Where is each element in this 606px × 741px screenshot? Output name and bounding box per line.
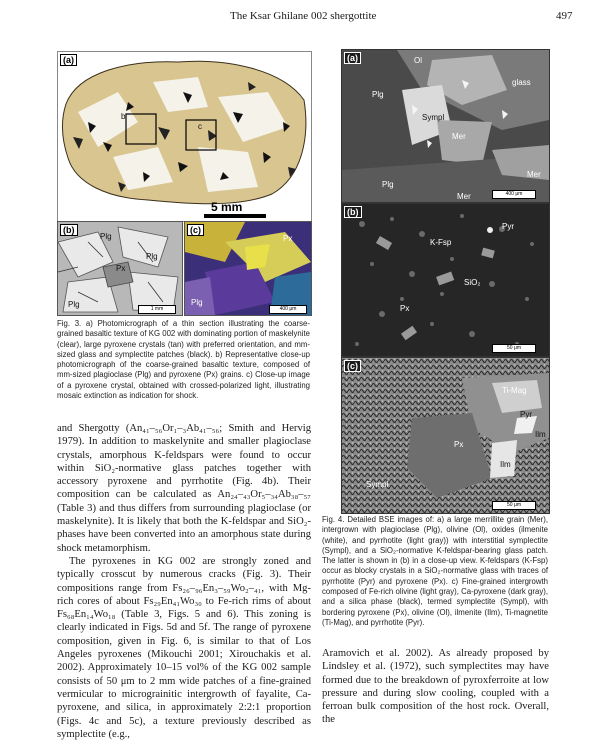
scale-label-4c: 50 μm [492, 501, 536, 510]
label-pyr-b: Pyr [502, 222, 514, 231]
figure-3-caption: Fig. 3. a) Photomicrograph of a thin section illustrating the coarse-grained basaltic texture of KG 002 with dominating portion of maskelynite (clear), large pyroxene crystals (tan) with preferred orientation, and mm-sized glass and symplectite patches (black). b) Representative close-up photomicrograph of the coarse-grained basaltic texture, composed of mm-sized plagioclase (Plg) and pyroxene (Px) grains. c) Close-up image of a pyroxene crystal, obtained with crossed-polarized light, illustrating mosaic extinction as indication for shock. [57, 319, 310, 401]
label-ol: Ol [414, 56, 422, 65]
label-plg-1: Plg [100, 232, 112, 241]
figure-4 [341, 49, 548, 513]
panel-letter-3b: (b) [60, 224, 78, 236]
left-column-text [57, 422, 311, 741]
thin-section-image [58, 52, 311, 221]
label-px-c4: Px [454, 440, 464, 449]
paragraph: Aramovich et al. 2002). As already proposed by Lindsley et al. (1972), such symplectites may have formed due to the breakdown of pyroxferroite at low pressure and during slow cooling, coupled with a ferroan bulk composition of the host rock. Overall, the [322, 648, 549, 726]
bse-image-a [342, 50, 549, 202]
scale-label-3b: 1 mm [138, 305, 176, 314]
label-mer-1: Mer [452, 132, 466, 141]
running-title: The Ksar Ghilane 002 shergottite [230, 10, 377, 22]
label-plg-a2: Plg [382, 180, 394, 189]
panel-letter-3c: (c) [187, 224, 204, 236]
paragraph: and Shergotty (An₄₁–₅₆Or₁–₃Ab₄₁–₅₆; Smith and Hervig 1979). In addition to maskelynite and smaller plagioclase crystals, amorphous K-feldspars were found to occur within SiO₂-normative glass patches together with accessory pyroxene and pyrrhotite (Fig. 4b). Their composition can be calculated as An₂₄–₄₃Or₅–₃₄Ab₃₈–₅₇ (Table 3) and thus differs from surrounding plagioclase (or maskelynite). It is likely that both the K-feldspar and SiO₂-phases have been converted into an amorphous state during shock metamorphism. [57, 423, 311, 554]
scale-label-3c: 400 μm [269, 305, 307, 314]
label-px-c: Px [283, 234, 293, 243]
paragraph: The pyroxenes in KG 002 are strongly zoned and typically crosscut by numerous cracks (Fig. 3). Their compositions range from Fs₂₆–₉₆En₃–₅₉Wo₂–₄₁, with Mg-rich cores of about Fs₂₉En₄₁Wo₃₀ to Fe-rich rims of about Fs₆₈En₁₄Wo₁₈ (Table 3, Figs. 5 and 6). This zoning is clearly indicated in Figs. 5d and 5f. The range of pyroxene composition, given in Fig. 6, is similar to that of Los Angeles pyroxenes (Mikouchi 2001; Xirouchakis et al. 2002). Approximately 10–15 vol% of the KG 002 sample consists of 50 μm to 2 mm wide patches of a fine-grained vermicular to micrograinitic intergrowth of fayalite, Ca-pyroxene, and silica, in approximately 2:2:1 proportion (Figs. 4c and 5c), a texture previously described as symplectite (e.g., [57, 555, 311, 740]
inset-label-b: b [121, 112, 126, 121]
label-plg-3: Plg [68, 300, 80, 309]
label-glass: glass [512, 78, 531, 87]
label-ti-mag: Ti-Mag [502, 386, 527, 395]
figure-3b-photomicrograph [57, 221, 183, 316]
label-ilm-1: Ilm [535, 430, 546, 439]
label-mer-3: Mer [527, 170, 541, 179]
label-pyr-c: Pyr [520, 410, 532, 419]
figure-4a-bse [341, 49, 550, 203]
label-mer-2: Mer [457, 192, 471, 201]
bse-image-c [342, 358, 549, 513]
figure-3a-thin-section [57, 51, 312, 222]
figure-4c-bse [341, 357, 550, 514]
figure-3 [57, 51, 310, 315]
label-ilm-2: Ilm [500, 460, 511, 469]
label-px-b: Px [400, 304, 410, 313]
scale-label-4b: 50 μm [492, 344, 536, 353]
label-sio2: SiO₂ [464, 278, 481, 287]
right-column-text [322, 647, 549, 727]
figure-3c-crossed-polarized [184, 221, 312, 316]
inset-label-c: c [198, 122, 202, 131]
label-kfsp: K-Fsp [430, 238, 452, 247]
label-sympl-c: Sympl [366, 480, 389, 489]
scale-label-3a: 5 mm [211, 200, 243, 214]
scale-bar-3a [204, 214, 266, 218]
label-plg-c: Plg [191, 298, 203, 307]
running-header [0, 10, 606, 26]
scale-label-4a: 400 μm [492, 190, 536, 199]
label-px: Px [116, 264, 126, 273]
bse-image-b [342, 204, 549, 356]
figure-4b-bse [341, 203, 550, 357]
panel-letter-4c: (c) [344, 360, 361, 372]
figure-4-caption: Fig. 4. Detailed BSE images of: a) a large merrillite grain (Mer), intergrown with plagioclase (Plg), olivine (Ol), oxides (ilmenite (white), and pyrrhotite (light gray)) with interstitial symplectite (Sympl), and a SiO₂-normative K-feldspar-bearing glass patch. The latter is shown in (b) in a close-up view. K-feldspars (K-Fsp) occur as blocky crystals in a SiO₂-normative glass with traces of pyrrhotite (Pyr) and pyroxene (Px). c) Fine-grained intergrowth composed of Fe-rich olivine (light gray), Ca-pyroxene (dark gray), and a silica phase (black), termed symplectite (Sympl), with bordering pyroxene (Px), olivine (Ol), ilmenite (Ilm), Ti-magnetite (Ti-Mag), and pyrrhotite (Pyr). [322, 515, 548, 627]
label-plg-a1: Plg [372, 90, 384, 99]
panel-letter-4b: (b) [344, 206, 362, 218]
panel-letter-4a: (a) [344, 52, 361, 64]
panel-letter-3a: (a) [60, 54, 77, 66]
label-plg-2: Plg [146, 252, 158, 261]
page-number: 497 [556, 10, 573, 22]
label-sympl-a: Sympl [422, 113, 445, 122]
